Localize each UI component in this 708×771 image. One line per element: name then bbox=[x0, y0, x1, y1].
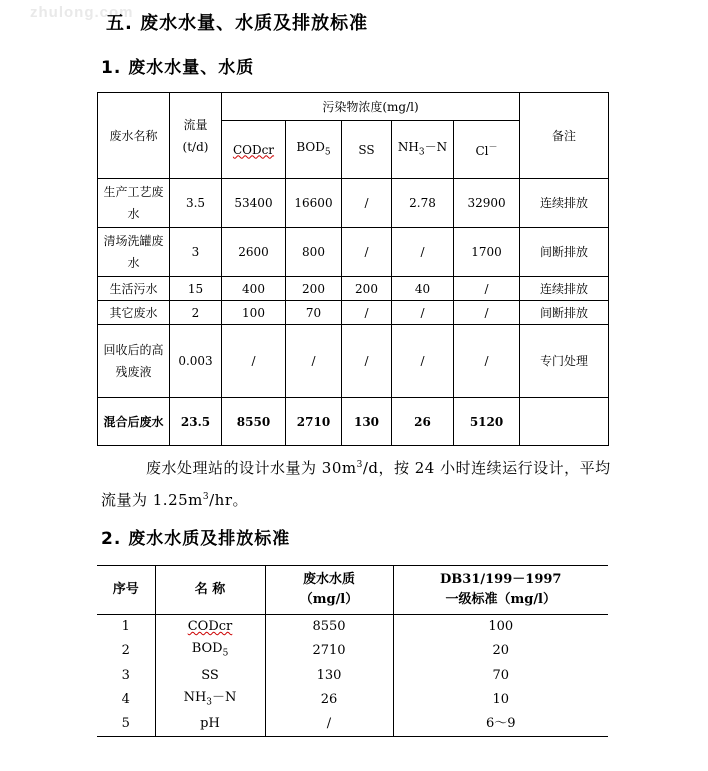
table-cell: 间断排放 bbox=[520, 301, 609, 325]
table-cell: 200 bbox=[342, 277, 392, 301]
table-cell: 2 bbox=[121, 643, 130, 659]
table-cell: / bbox=[392, 301, 454, 325]
table-cell: 100 bbox=[393, 615, 608, 640]
table-cell: / bbox=[265, 712, 393, 737]
table-cell: 3 bbox=[121, 667, 130, 683]
table-cell: 32900 bbox=[454, 179, 520, 228]
header-cod: CODcr bbox=[222, 121, 286, 179]
table-cell: 130 bbox=[342, 398, 392, 446]
table-cell: / bbox=[392, 228, 454, 277]
table-cell: / bbox=[392, 325, 454, 398]
table-cell: 23.5 bbox=[170, 398, 222, 446]
header-cl: Cl－ bbox=[454, 121, 520, 179]
header-ss: SS bbox=[342, 121, 392, 179]
table-row: 4 $NH_3-N$ 26 10 bbox=[97, 688, 608, 713]
table-cell: 20 bbox=[393, 639, 608, 664]
table-cell: / bbox=[342, 301, 392, 325]
table-cell: / bbox=[454, 277, 520, 301]
header-pollutant: 污染物浓度(mg/l) bbox=[222, 93, 520, 121]
subsection-title-2: 2. 废水水质及排放标准 bbox=[101, 529, 291, 549]
table-cell: 16600 bbox=[286, 179, 342, 228]
design-flow-paragraph: 废水处理站的设计水量为 $30m^3/d$，按 24 小时连续运行设计，平均流量为 $1.25m^3/hr$。 bbox=[101, 459, 611, 509]
table-cell bbox=[520, 398, 609, 446]
discharge-standard-table bbox=[97, 565, 608, 737]
table-row-total bbox=[98, 398, 609, 446]
table-cell: 70 bbox=[286, 301, 342, 325]
table-cell: / bbox=[222, 325, 286, 398]
table-row bbox=[98, 277, 609, 301]
table-cell: / bbox=[342, 179, 392, 228]
table-cell: 回收后的高残废液 bbox=[98, 325, 170, 398]
table-cell: 26 bbox=[392, 398, 454, 446]
table-cell: 0.003 bbox=[170, 325, 222, 398]
table-cell: / bbox=[342, 325, 392, 398]
table-cell: 10 bbox=[393, 688, 608, 713]
table-cell: 连续排放 bbox=[520, 277, 609, 301]
table-cell: 26 bbox=[265, 688, 393, 713]
table-cell: 其它废水 bbox=[98, 301, 170, 325]
table-cell: 生产工艺废水 bbox=[98, 179, 170, 228]
table-cell: 连续排放 bbox=[520, 179, 609, 228]
watermark: zhulong.com bbox=[30, 4, 134, 21]
table-cell: 2710 bbox=[286, 398, 342, 446]
table-row bbox=[98, 228, 609, 277]
table-cell: 70 bbox=[393, 664, 608, 688]
table-cell: / bbox=[454, 325, 520, 398]
table-row bbox=[98, 179, 609, 228]
table-cell: 4 bbox=[121, 691, 130, 707]
table-cell: 200 bbox=[286, 277, 342, 301]
table-cell: 8550 bbox=[265, 615, 393, 640]
table-cell: 800 bbox=[286, 228, 342, 277]
section-title: 五. 废水水量、水质及排放标准 bbox=[106, 13, 369, 34]
table-cell: 5120 bbox=[454, 398, 520, 446]
table-cell: 2.78 bbox=[392, 179, 454, 228]
table-cell: / bbox=[286, 325, 342, 398]
table-cell: 2710 bbox=[265, 639, 393, 664]
table-cell: / bbox=[454, 301, 520, 325]
table-cell: pH bbox=[155, 712, 265, 737]
table-cell: 清场洗罐废水 bbox=[98, 228, 170, 277]
header-name: 名 称 bbox=[155, 566, 265, 615]
table-cell: 15 bbox=[170, 277, 222, 301]
table-row: 2 $BOD_5$ 2710 20 bbox=[97, 639, 608, 664]
table-cell: 1 bbox=[121, 619, 130, 634]
table-cell: 8550 bbox=[222, 398, 286, 446]
table-cell: 53400 bbox=[222, 179, 286, 228]
wastewater-table bbox=[97, 92, 609, 446]
table-cell: 1700 bbox=[454, 228, 520, 277]
table-cell: 100 bbox=[222, 301, 286, 325]
table-cell: 间断排放 bbox=[520, 228, 609, 277]
table-row bbox=[97, 664, 608, 688]
header-no: 序号 bbox=[97, 566, 155, 615]
header-note: 备注 bbox=[520, 93, 609, 179]
header-name: 废水名称 bbox=[98, 93, 170, 179]
table-cell: 6～9 bbox=[393, 712, 608, 737]
table-cell: 3 bbox=[170, 228, 222, 277]
table-cell: 5 bbox=[97, 712, 155, 737]
table-row bbox=[97, 712, 608, 737]
table-cell: 3.5 bbox=[170, 179, 222, 228]
table-cell: 40 bbox=[392, 277, 454, 301]
header-standard: DB31/199－1997 一级标准（mg/l） bbox=[393, 566, 608, 615]
table-row bbox=[98, 301, 609, 325]
table-cell: 专门处理 bbox=[520, 325, 609, 398]
header-quality: 废水水质 （mg/l） bbox=[265, 566, 393, 615]
table-cell: 2 bbox=[170, 301, 222, 325]
table-row bbox=[98, 325, 609, 398]
header-flow: 流量(t/d) bbox=[170, 93, 222, 179]
subsection-title-1: 1. 废水水量、水质 bbox=[101, 58, 255, 78]
table-cell: 400 bbox=[222, 277, 286, 301]
table-cell: SS bbox=[155, 664, 265, 688]
table-cell: 生活污水 bbox=[98, 277, 170, 301]
table-cell: / bbox=[342, 228, 392, 277]
header-nh3: $NH_3-N$ bbox=[392, 121, 454, 179]
table-cell: 2600 bbox=[222, 228, 286, 277]
table-cell: 混合后废水 bbox=[98, 398, 170, 446]
table-cell: 130 bbox=[265, 664, 393, 688]
header-bod: $BOD_5$ bbox=[286, 121, 342, 179]
table-row: 1 CODcr 8550 100 bbox=[97, 615, 608, 640]
